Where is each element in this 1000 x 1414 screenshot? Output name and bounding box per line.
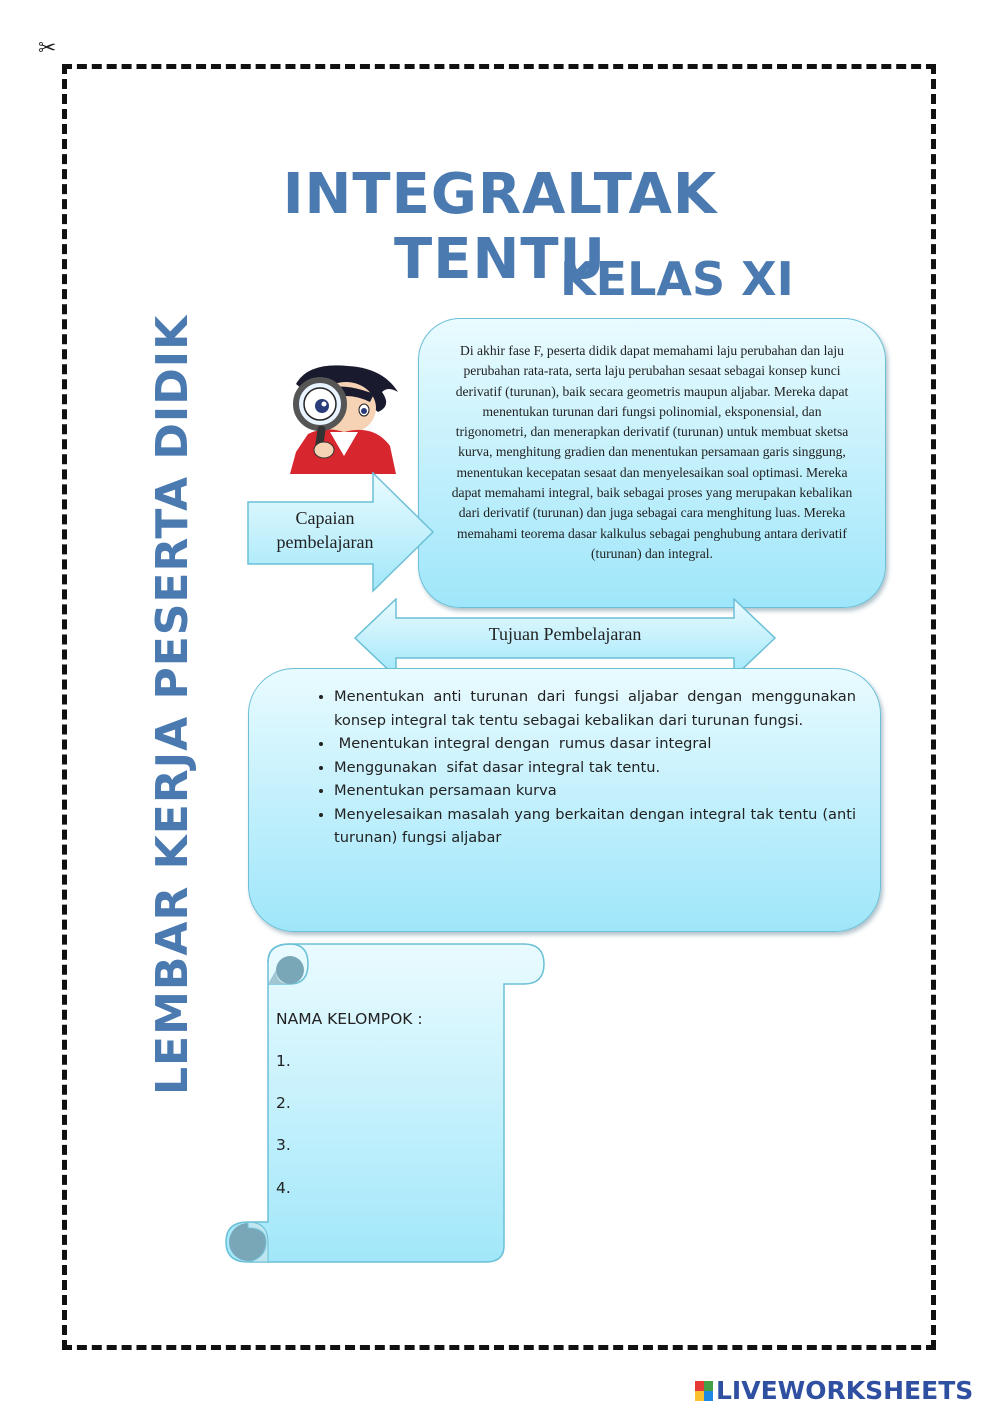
capaian-content-box — [418, 318, 886, 608]
detective-magnifier-icon — [278, 362, 403, 474]
tujuan-item: • Menyelesaikan masalah yang berkaitan dengan integral tak tentu (anti turunan) fungsi aljabar — [334, 803, 856, 850]
capaian-label-line1: Capaian — [295, 508, 355, 528]
tujuan-label: Tujuan Pembelajaran — [488, 624, 642, 644]
capaian-label-line2: pembelajaran — [276, 532, 374, 552]
tujuan-content-box — [248, 668, 881, 932]
vertical-title: LEMBAR KERJA PESERTA DIDIK — [147, 314, 198, 1095]
page-subtitle: KELAS XI — [560, 252, 794, 306]
tujuan-item: • Menentukan integral dengan rumus dasar integral — [334, 732, 856, 756]
tujuan-item: • Menggunakan sifat dasar integral tak tentu. — [334, 756, 856, 780]
capaian-text: Di akhir fase F, peserta didik dapat memahami laju perubahan dan laju perubahan rata-rata, serta laju perubahan sesaat sebagai konsep kunci derivatif (turunan), baik secara geometris maupun aljabar. Mereka dapat menentukan turunan dari fungsi polinomial, eksponensial, dan trigonometri, dan menerapkan derivatif (turunan) untuk membuat sketsa kurva, menghitung gradien dan menentukan persamaan garis singgung, menentukan kecepatan sesaat dan menyelesaikan soal optimasi. Mereka dapat memahami integral, baik sebagai proses yang merupakan kebalikan dari derivatif (turunan) dan juga sebagai cara menghitung luas. Mereka memahami teorema dasar kalkulus sebagai penghubung antara derivatif (turunan) dan integral. — [451, 343, 853, 561]
kelompok-number: 3. — [276, 1136, 291, 1154]
capaian-label — [250, 506, 400, 554]
kelompok-number: 1. — [276, 1052, 291, 1070]
scissors-icon: ✂ — [38, 36, 57, 61]
tujuan-item: • Menentukan anti turunan dari fungsi aljabar dengan menggunakan konsep integral tak tentu sebagai kebalikan dari turunan fungsi. — [334, 685, 856, 732]
liveworksheets-logo[interactable] — [695, 1376, 973, 1405]
kelompok-number: 2. — [276, 1094, 291, 1112]
kelompok-label: NAMA KELOMPOK : — [276, 1010, 423, 1028]
page-title: INTEGRALTAK TENTU — [282, 162, 718, 292]
kelompok-scroll-shape — [224, 940, 548, 1266]
kelompok-number: 4. — [276, 1179, 291, 1197]
liveworksheets-logo-icon — [695, 1381, 713, 1401]
tujuan-item: • Menentukan persamaan kurva — [334, 779, 856, 803]
tujuan-list — [297, 685, 856, 850]
liveworksheets-logo-text: LIVEWORKSHEETS — [716, 1376, 974, 1405]
